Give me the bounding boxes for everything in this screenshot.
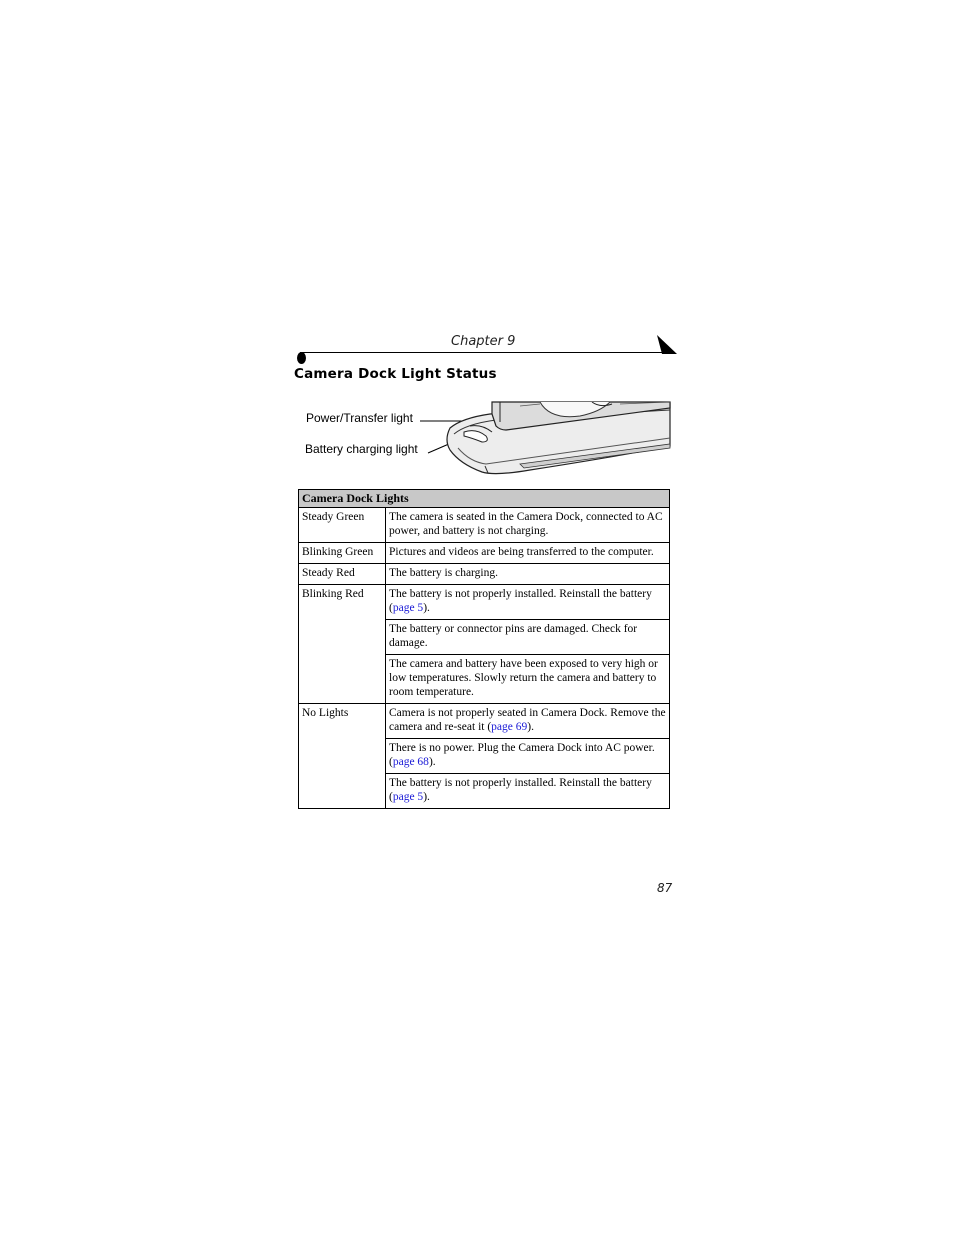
- table-row: [299, 508, 670, 543]
- table-title: Camera Dock Lights: [299, 490, 670, 508]
- callout-power-transfer-light: Power/Transfer light: [306, 411, 413, 425]
- callout-battery-charging-light: Battery charging light: [305, 442, 418, 456]
- description-cell: The camera is seated in the Camera Dock, connected to AC power, and battery is not charging.: [386, 508, 670, 543]
- table-row: [299, 704, 670, 739]
- page-link[interactable]: page 5: [392, 791, 424, 803]
- table-row: [299, 585, 670, 620]
- section-title: Camera Dock Light Status: [294, 366, 497, 382]
- description-cell: The battery is not properly installed. Reinstall the battery (page 5).: [386, 585, 670, 620]
- chapter-heading: Chapter 9: [451, 334, 516, 349]
- description-cell: Camera is not properly seated in Camera Dock. Remove the camera and re-seat it (page 69).: [386, 704, 670, 739]
- description-cell: The battery is charging.: [386, 564, 670, 585]
- status-cell: Steady Red: [299, 564, 386, 585]
- section-bullet-icon: [297, 352, 306, 364]
- status-cell: No Lights: [299, 704, 386, 809]
- camera-dock-illustration: [420, 400, 672, 480]
- description-cell: The camera and battery have been exposed to very high or low temperatures. Slowly return the camera and battery to room temperature.: [386, 655, 670, 704]
- table-row: [299, 543, 670, 564]
- page-number: 87: [657, 881, 673, 895]
- status-cell: Steady Green: [299, 508, 386, 543]
- page-link[interactable]: page 5: [392, 602, 424, 614]
- table-header-row: [299, 490, 670, 508]
- chapter-arrow-icon: [656, 335, 678, 355]
- description-cell: The battery is not properly installed. Reinstall the battery (page 5).: [386, 774, 670, 809]
- table-row: [299, 564, 670, 585]
- status-cell: Blinking Green: [299, 543, 386, 564]
- page-link[interactable]: page 68: [392, 756, 429, 768]
- chapter-rule: [300, 352, 662, 353]
- description-cell: There is no power. Plug the Camera Dock into AC power. (page 68).: [386, 739, 670, 774]
- camera-dock-lights-table: [298, 489, 670, 809]
- status-cell: Blinking Red: [299, 585, 386, 704]
- page-link[interactable]: page 69: [491, 721, 528, 733]
- description-cell: Pictures and videos are being transferred to the computer.: [386, 543, 670, 564]
- description-cell: The battery or connector pins are damaged. Check for damage.: [386, 620, 670, 655]
